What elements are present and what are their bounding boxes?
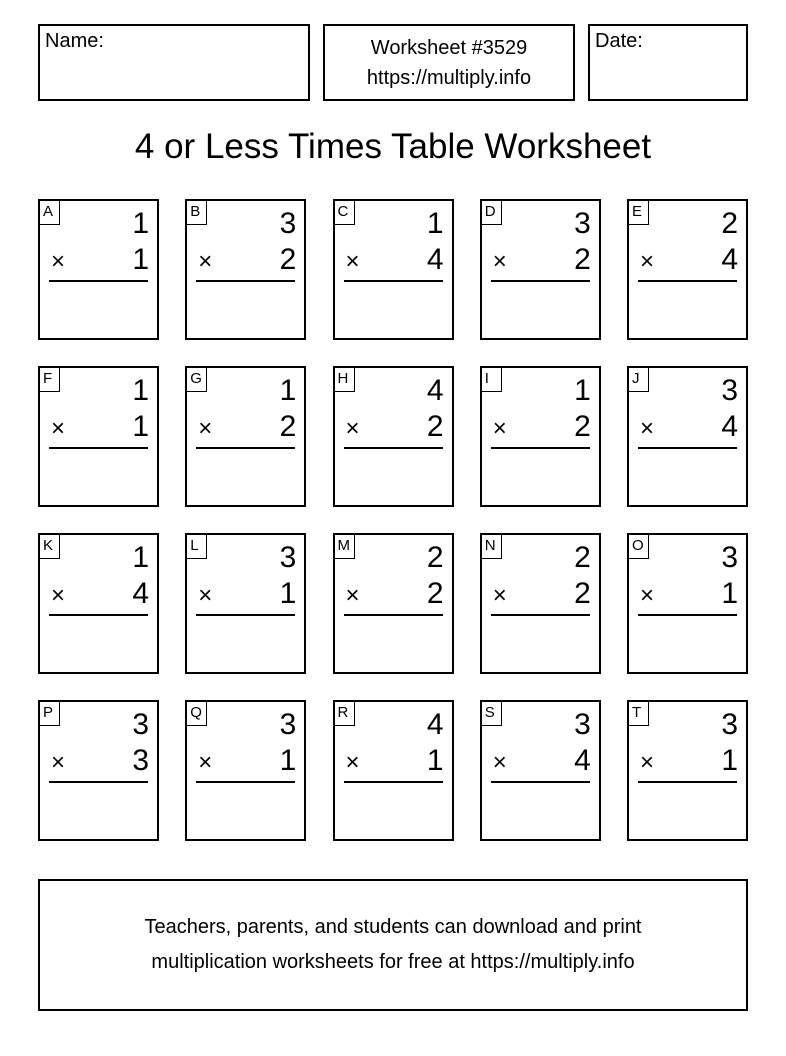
multiply-sign: × xyxy=(345,582,360,609)
problem-card xyxy=(185,700,306,841)
date-field[interactable] xyxy=(588,24,748,101)
answer-area[interactable] xyxy=(40,617,157,672)
multiply-sign: × xyxy=(640,749,655,776)
problem-multiplier: 2 xyxy=(426,577,444,610)
problem-multiplier: 4 xyxy=(426,243,444,276)
multiply-sign: × xyxy=(51,749,66,776)
page-title: 4 or Less Times Table Worksheet xyxy=(134,127,652,166)
multiply-sign: × xyxy=(51,248,66,275)
problem-multiplier: 2 xyxy=(279,410,297,443)
answer-line xyxy=(491,447,590,449)
footer-line-1: Teachers, parents, and students can download and print xyxy=(144,916,642,938)
answer-area[interactable] xyxy=(40,450,157,505)
answer-area[interactable] xyxy=(629,283,746,338)
problem-card xyxy=(185,366,306,507)
problem-multiplicand: 1 xyxy=(426,207,444,240)
problem-label: N xyxy=(482,535,502,559)
problem-multiplier: 2 xyxy=(574,410,591,443)
problem-card xyxy=(627,199,748,340)
answer-area[interactable] xyxy=(187,450,304,505)
answer-line xyxy=(49,614,148,616)
answer-line xyxy=(638,280,737,282)
problem-multiplier: 1 xyxy=(279,577,297,610)
answer-area[interactable] xyxy=(482,784,599,839)
problem-multiplier: 4 xyxy=(132,577,149,610)
problem-label: P xyxy=(40,702,60,726)
multiply-sign: × xyxy=(345,248,360,275)
problem-multiplicand: 3 xyxy=(279,541,297,574)
problem-label: T xyxy=(629,702,649,726)
answer-line xyxy=(491,614,590,616)
problem-multiplicand: 1 xyxy=(132,374,149,407)
answer-area[interactable] xyxy=(629,784,746,839)
problem-card xyxy=(333,700,454,841)
answer-area[interactable] xyxy=(335,617,452,672)
problem-multiplier: 2 xyxy=(574,243,591,276)
problem-label: C xyxy=(335,201,355,225)
problem-label: M xyxy=(335,535,355,559)
problem-multiplicand: 3 xyxy=(279,708,297,741)
answer-line xyxy=(49,447,148,449)
answer-line xyxy=(49,781,148,783)
problem-card xyxy=(38,533,159,674)
answer-area[interactable] xyxy=(187,617,304,672)
multiply-sign: × xyxy=(198,248,213,275)
problem-card xyxy=(627,700,748,841)
problem-card xyxy=(185,533,306,674)
name-label: Name: xyxy=(45,30,104,52)
answer-area[interactable] xyxy=(335,784,452,839)
answer-area[interactable] xyxy=(40,283,157,338)
problem-label: I xyxy=(482,368,502,392)
problem-multiplicand: 2 xyxy=(574,541,591,574)
answer-line xyxy=(344,280,443,282)
problem-label: J xyxy=(629,368,649,392)
problem-multiplier: 2 xyxy=(426,410,444,443)
problem-multiplier: 1 xyxy=(279,744,297,777)
problem-label: A xyxy=(40,201,60,225)
problem-card xyxy=(333,366,454,507)
problem-multiplier: 2 xyxy=(574,577,591,610)
answer-line xyxy=(196,614,295,616)
worksheet-info-box xyxy=(323,24,575,101)
problem-label: O xyxy=(629,535,649,559)
problem-grid xyxy=(38,199,748,841)
problem-card xyxy=(185,199,306,340)
multiply-sign: × xyxy=(640,415,655,442)
problem-card xyxy=(627,533,748,674)
problem-card xyxy=(480,533,601,674)
multiply-sign: × xyxy=(640,582,655,609)
answer-area[interactable] xyxy=(40,784,157,839)
problem-multiplicand: 2 xyxy=(426,541,444,574)
problem-multiplicand: 1 xyxy=(132,207,149,240)
worksheet-number: Worksheet #3529 xyxy=(370,37,528,59)
problem-label: E xyxy=(629,201,649,225)
answer-area[interactable] xyxy=(482,283,599,338)
problem-multiplicand: 1 xyxy=(574,374,591,407)
problem-multiplicand: 4 xyxy=(426,374,444,407)
answer-line xyxy=(344,781,443,783)
answer-line xyxy=(196,280,295,282)
problem-multiplicand: 1 xyxy=(279,374,297,407)
multiply-sign: × xyxy=(492,749,507,776)
problem-label: D xyxy=(482,201,502,225)
problem-card xyxy=(333,533,454,674)
problem-label: S xyxy=(482,702,502,726)
answer-line xyxy=(638,447,737,449)
multiply-sign: × xyxy=(345,415,360,442)
problem-label: B xyxy=(187,201,207,225)
problem-multiplicand: 3 xyxy=(574,708,591,741)
answer-area[interactable] xyxy=(629,617,746,672)
problem-label: Q xyxy=(187,702,207,726)
multiply-sign: × xyxy=(492,582,507,609)
answer-area[interactable] xyxy=(187,283,304,338)
problem-label: K xyxy=(40,535,60,559)
problem-card xyxy=(333,199,454,340)
multiply-sign: × xyxy=(198,582,213,609)
problem-multiplier: 1 xyxy=(721,744,738,777)
problem-multiplicand: 1 xyxy=(132,541,149,574)
answer-line xyxy=(638,781,737,783)
problem-label: L xyxy=(187,535,207,559)
multiply-sign: × xyxy=(492,415,507,442)
problem-multiplier: 1 xyxy=(426,744,444,777)
problem-card xyxy=(480,366,601,507)
multiply-sign: × xyxy=(345,749,360,776)
multiply-sign: × xyxy=(492,248,507,275)
answer-area[interactable] xyxy=(335,450,452,505)
answer-area[interactable] xyxy=(482,450,599,505)
problem-card xyxy=(38,700,159,841)
answer-line xyxy=(638,614,737,616)
answer-line xyxy=(49,280,148,282)
problem-multiplicand: 3 xyxy=(574,207,591,240)
answer-area[interactable] xyxy=(482,617,599,672)
multiply-sign: × xyxy=(640,248,655,275)
problem-multiplicand: 4 xyxy=(426,708,444,741)
problem-multiplier: 3 xyxy=(132,744,149,777)
problem-multiplier: 4 xyxy=(721,243,738,276)
problem-multiplier: 2 xyxy=(279,243,297,276)
multiply-sign: × xyxy=(198,415,213,442)
problem-multiplicand: 3 xyxy=(721,541,738,574)
answer-area[interactable] xyxy=(629,450,746,505)
problem-card xyxy=(38,199,159,340)
multiply-sign: × xyxy=(51,582,66,609)
answer-area[interactable] xyxy=(187,784,304,839)
problem-label: F xyxy=(40,368,60,392)
problem-label: G xyxy=(187,368,207,392)
problem-label: R xyxy=(335,702,355,726)
problem-multiplicand: 3 xyxy=(721,708,738,741)
footer-line-2: multiplication worksheets for free at https://multiply.info xyxy=(151,951,635,973)
answer-line xyxy=(196,781,295,783)
footer-box xyxy=(38,879,748,1011)
multiply-sign: × xyxy=(51,415,66,442)
problem-multiplicand: 3 xyxy=(132,708,149,741)
answer-line xyxy=(491,781,590,783)
problem-card xyxy=(627,366,748,507)
answer-line xyxy=(344,614,443,616)
problem-multiplicand: 3 xyxy=(279,207,297,240)
problem-card xyxy=(480,199,601,340)
multiply-sign: × xyxy=(198,749,213,776)
answer-area[interactable] xyxy=(335,283,452,338)
worksheet-url: https://multiply.info xyxy=(366,67,532,89)
answer-line xyxy=(196,447,295,449)
problem-multiplier: 1 xyxy=(132,243,149,276)
name-field[interactable] xyxy=(38,24,310,101)
problem-multiplier: 1 xyxy=(132,410,149,443)
problem-multiplicand: 2 xyxy=(721,207,738,240)
problem-multiplier: 4 xyxy=(574,744,591,777)
problem-label: H xyxy=(335,368,355,392)
date-label: Date: xyxy=(595,30,643,52)
answer-line xyxy=(344,447,443,449)
answer-line xyxy=(491,280,590,282)
problem-multiplier: 1 xyxy=(721,577,738,610)
problem-multiplicand: 3 xyxy=(721,374,738,407)
problem-card xyxy=(480,700,601,841)
problem-multiplier: 4 xyxy=(721,410,738,443)
problem-card xyxy=(38,366,159,507)
